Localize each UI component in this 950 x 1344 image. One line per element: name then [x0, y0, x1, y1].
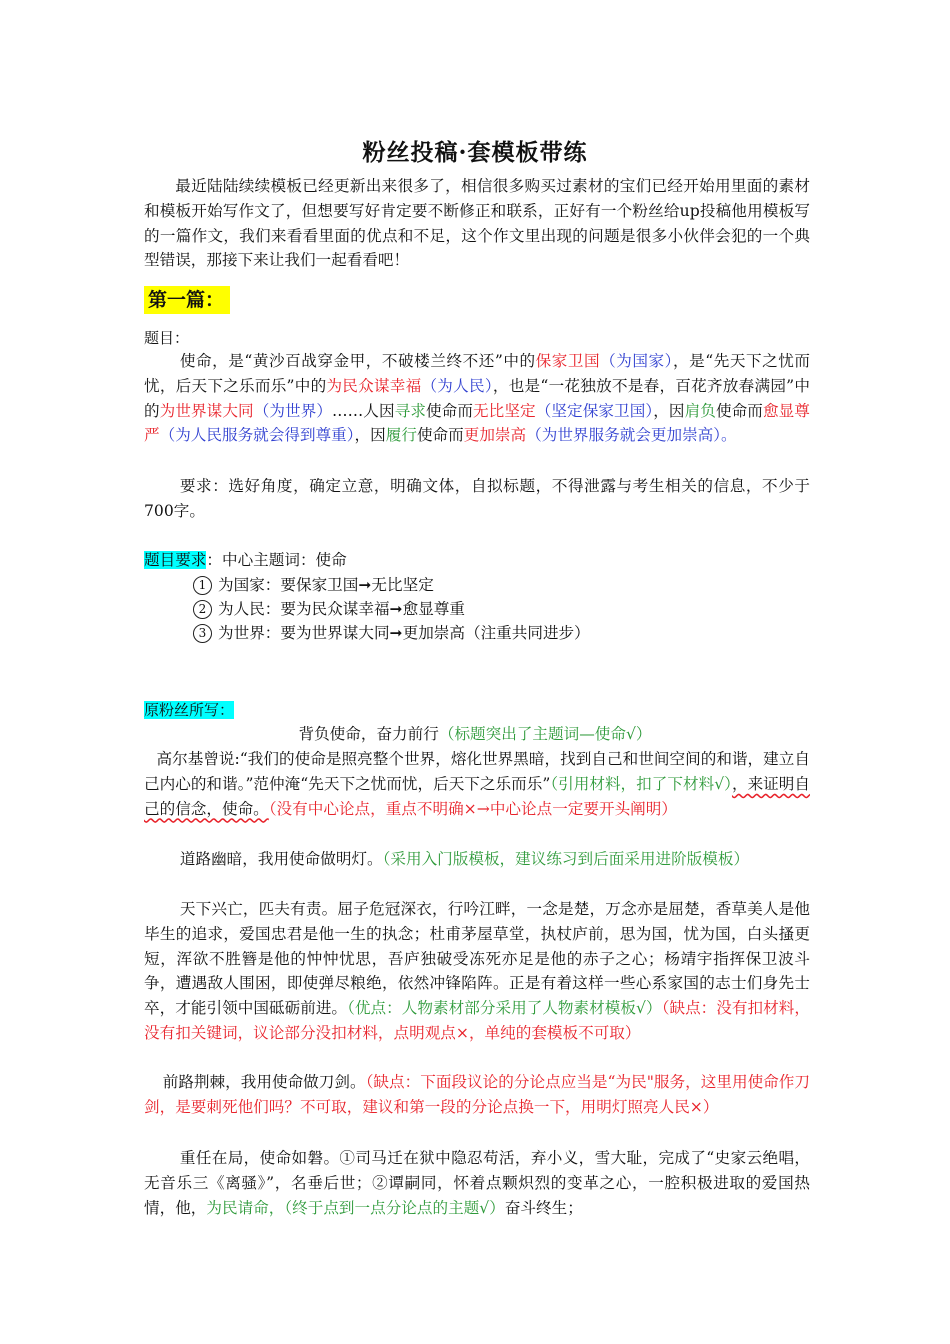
topic-verb: 肩负: [684, 401, 716, 420]
section-heading: 第一篇：: [144, 286, 230, 314]
topic-text: ，因: [653, 401, 685, 420]
essay-text-underlined: ，来证明自己的信念，使命。: [144, 774, 810, 818]
intro-paragraph: 最近陆陆续续模板已经更新出来很多了，相信很多购买过素材的宝们已经开始用里面的素材和模板开始写作文了，但想要写好肯定要不断修正和联系，正好有一个粉丝给up投稿他用模板写的一篇作文，我们来看看里面的优点和不足，这个作文里出现的问题是很多小伙伴会犯的一个典型错误，那接下来让我们一起看看吧！: [144, 177, 810, 270]
essay-text: 道路幽暗，我用使命做明灯。: [179, 850, 383, 868]
essay-title-text: 背负使命，奋力前行: [298, 725, 439, 743]
essay-text: 前路荆棘，我用使命做刀剑。: [162, 1073, 366, 1091]
essay-paragraph-1: [144, 747, 810, 821]
essay-paragraph-5: [144, 1146, 810, 1220]
topic-highlight: 为世界谋大同: [159, 401, 254, 420]
topic-note: （为世界）: [253, 401, 333, 420]
essay-text: 奋斗终生；: [504, 1198, 583, 1217]
essay-label: 原粉丝所写：: [144, 701, 235, 719]
topic-note: （坚定保家卫国）: [535, 401, 654, 420]
essay-label-wrap: [144, 698, 234, 722]
number-badge: 3: [193, 624, 212, 643]
page-title: 粉丝投稿·套模板带练: [362, 139, 588, 166]
topic-verb: 履行: [385, 426, 417, 445]
topic-highlight: 保家卫国: [535, 352, 601, 370]
essay-paragraph-3: [144, 897, 810, 1046]
essay-text: 天下兴亡，匹夫有责。屈子危冠深衣，行吟江畔，一念是楚，万念亦是屈楚，香草美人是他毕生的追求，爱国忠君是他一生的执念；杜甫茅屋草堂，执杖庐前，思为国，忧为国，白头搔更短，浑欲不胜簪是他的忡忡忧思，吾庐独破受冻死亦足是他的赤子之心；杨靖宇指挥保卫波斗争，遭遇敌人围困，即使弹尽粮绝，依然冲锋陷阵。正是有着这样一些心系家国的志士们身先士卒，才能引领中国砥砺前进。: [144, 900, 810, 1018]
essay-comment-good: （采用入门版模板，建议练习到后面采用进阶版模板）: [382, 850, 750, 868]
essay-comment-bad: （没有中心论点，重点不明确×→中心论点一定要开头阐明）: [268, 799, 677, 818]
topic-verb: 寻求: [394, 401, 426, 420]
topic-text: 使命而: [715, 401, 763, 420]
topic-highlight: 愈显尊严: [144, 401, 810, 445]
analysis-header: [144, 548, 347, 572]
topic-text: ，因: [354, 426, 386, 445]
essay-text: 高尔基曾说:“我们的使命是照亮整个世界，熔化世界黑暗，找到自己和世间空间的和谐，建立自己内心的和谐。”范仲淹“先天下之忧而忧，后天下之乐而乐”: [144, 750, 810, 793]
analysis-item: [193, 573, 434, 597]
number-badge: 2: [193, 600, 212, 619]
topic-text: 使命而: [416, 426, 464, 445]
analysis-item: [193, 621, 590, 645]
topic-note: （为人民服务就会得到尊重）: [159, 426, 355, 445]
essay-title: [0, 722, 950, 746]
requirement-paragraph: 要求：选好角度，确定立意，明确文体，自拟标题，不得泄露与考生相关的信息，不少于700字。: [144, 477, 810, 520]
essay-comment-bad: （缺点：下面段议论的分论点应当是“为民"服务，这里用使命作刀剑，是要刺死他们吗？不可取，建议和第一段的分论点换一下，用明灯照亮人民×）: [144, 1073, 810, 1116]
essay-paragraph-2: [144, 847, 810, 872]
topic-text: ，也是“一花独放不是春，百花齐放春满园”中的: [144, 376, 810, 420]
topic-label: 题目：: [144, 329, 190, 347]
topic-text: 使命，是“黄沙百战穿金甲，不破楼兰终不还”中的: [179, 352, 536, 370]
analysis-item-text: 为国家：要保家卫国➞无比坚定: [218, 576, 434, 594]
topic-note: （为国家）: [600, 352, 673, 370]
number-badge: 1: [193, 576, 212, 595]
topic-text: ，是“先天下之忧而忧，后天下之乐而乐”中的: [144, 352, 811, 395]
topic-text: 使命而: [426, 401, 474, 420]
essay-comment-good: （引用材料，扣了下材料√）: [550, 774, 732, 793]
essay-title-note: （标题突出了主题词—使命√）: [438, 725, 652, 743]
essay-paragraph-4: [144, 1070, 810, 1120]
analysis-keyword: ：中心主题词：使命: [206, 551, 347, 569]
topic-highlight: 更加崇高: [463, 426, 527, 445]
topic-note: （为世界服务就会更加崇高）。: [526, 426, 737, 445]
topic-highlight: 无比坚定: [473, 401, 536, 420]
essay-comment-bad: （缺点：没有扣材料，没有扣关键词，议论部分没扣材料，点明观点×，单纯的套模板不可取）: [144, 999, 810, 1042]
analysis-label: 题目要求: [144, 551, 207, 569]
analysis-item-text: 为人民：要为民众谋幸福➞愈显尊重: [218, 600, 465, 618]
analysis-item: [193, 597, 465, 621]
topic-highlight: 为民众谋幸福: [326, 376, 422, 395]
essay-text: 重任在局，使命如磐。①司马迁在狱中隐忍苟活，弃小义，雪大耻，完成了“史家云绝唱，无音乐三《离骚》”，名垂后世；②谭嗣同，怀着点颗炽烈的变革之心，一腔积极进取的爱国热情，他，: [144, 1149, 810, 1217]
topic-text: ……人因: [332, 401, 395, 420]
analysis-item-text: 为世界：要为世界谋大同➞更加崇高（注重共同进步）: [218, 624, 590, 642]
essay-comment-good: （优点：人物素材部分采用了人物素材模板√）: [347, 999, 662, 1018]
topic-note: （为人民）: [421, 376, 493, 395]
topic-paragraph: [144, 349, 810, 448]
essay-comment-good: 为民请命，（终于点到一点分论点的主题√）: [206, 1198, 505, 1217]
